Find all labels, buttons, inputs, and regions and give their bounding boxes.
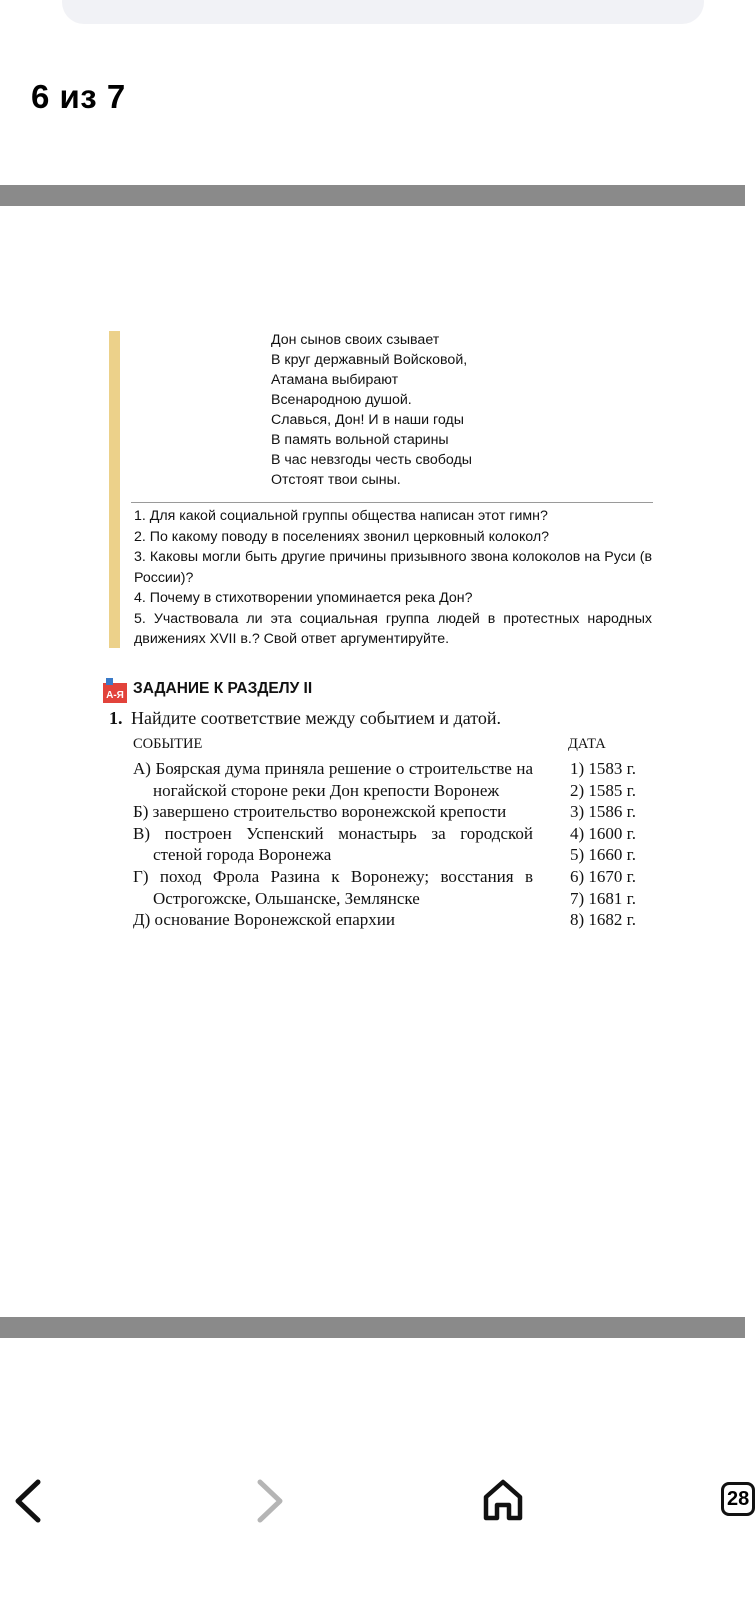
date-list [570,758,636,931]
document-page [0,206,745,1317]
event-item: А) Боярская дума приняла решение о строительстве на ногайской стороне реки Дон крепости Воронеж [133,759,533,800]
question-item: 5. Участвовала ли эта социальная группа людей в протестных народных движениях XVII в.? Свой ответ аргументируйте. [134,610,652,647]
divider [131,502,653,503]
browser-toolbar [0,1453,745,1612]
poem-line: Славься, Дон! И в наши годы [271,412,464,428]
page-separator-bottom [0,1317,745,1338]
task-book-icon [102,678,128,704]
home-icon[interactable] [481,1475,525,1525]
poem-line: Дон сынов своих сзывает [271,332,440,348]
poem-line: Отстоят твои сыны. [271,472,401,488]
question-item: 3. Каковы могли быть другие причины призывного звона колоколов на Руси (в России)? [134,549,652,586]
task-1 [109,708,501,729]
date-item: 1) 1583 г. [570,759,636,778]
page-counter: 6 из 7 [31,78,126,115]
poem-line: Атамана выбирают [271,372,399,388]
chevron-right-icon[interactable] [248,1476,288,1526]
page-separator-top [0,185,745,206]
task-title: ЗАДАНИЕ К РАЗДЕЛУ II [133,680,313,697]
tabs-counter-button[interactable] [721,1482,755,1516]
event-item: Б) завершено строительство воронежской крепости [133,802,507,822]
event-column-header: СОБЫТИЕ [133,736,203,752]
event-item: Г) поход Фрола Разина к Воронежу; восстания в Острогожске, Ольшанске, Землянске [133,866,533,908]
task-1-text: Найдите соответствие между событием и датой. [131,708,502,728]
poem-line: В круг державный Войсковой, [271,352,468,368]
address-bar[interactable] [62,0,704,24]
date-item: 4) 1600 г. [570,823,636,843]
date-column-header: ДАТА [568,736,606,752]
question-item: 4. Почему в стихотворении упоминается река Дон? [134,590,473,606]
poem-line: В час невзгоды честь свободы [271,452,472,468]
date-item: 6) 1670 г. [570,866,636,886]
date-item: 7) 1681 г. [570,888,636,908]
poem-line: В память вольной старины [271,432,449,448]
chevron-left-icon[interactable] [10,1476,50,1526]
question-list [134,506,652,650]
poem-line: Всенародною душой. [271,392,412,408]
question-item: 1. Для какой социальной группы общества написан этот гимн? [134,508,548,524]
date-item: 3) 1586 г. [570,802,636,822]
task-icon-label: А-Я [106,690,124,701]
poem [271,330,472,490]
event-list [133,758,533,931]
date-item: 2) 1585 г. [570,780,636,800]
highlight-bar [109,331,120,648]
tabs-count: 28 [727,1488,750,1510]
event-item: В) построен Успенский монастырь за городской стеной города Воронежа [133,823,533,865]
event-item: Д) основание Воронежской епархии [133,910,396,930]
task-1-number: 1. [109,708,123,728]
date-item: 5) 1660 г. [570,845,636,865]
date-item: 8) 1682 г. [570,910,636,930]
question-item: 2. По какому поводу в поселениях звонил церковный колокол? [134,528,550,545]
